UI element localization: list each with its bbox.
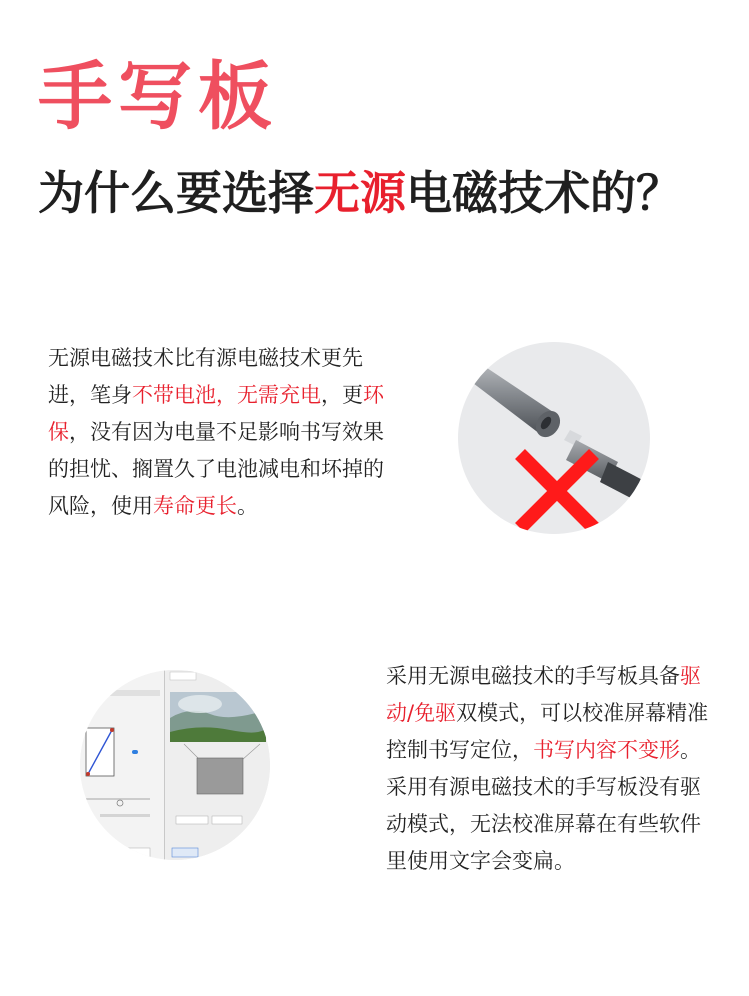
page-subtitle [38,166,682,220]
p2-highlight-no-distortion: 书写内容不变形 [533,738,680,762]
driver-mode-description [386,658,716,880]
pen-illustration [458,342,650,534]
p2-text-2: 双模式，可以校准屏幕精准控制书写定位， [386,701,709,762]
driver-settings-illustration [80,670,270,860]
p1-text-2: ，更 [321,383,363,407]
page-title: 手写板 [38,54,278,140]
subtitle-text-start: 为什么要选择 [38,166,314,220]
cross-icon [520,454,594,528]
p2-highlight-dual-mode: 驱动/免驱 [386,664,701,725]
p1-text-1: 无源电磁技术比有源电磁技术更先进，笔身 [48,346,363,407]
p2-text-3: 。采用有源电磁技术的手写板没有驱动模式，无法校准屏幕在有些软件里使用文字会变扁。 [386,738,701,873]
p1-text-3: ，没有因为电量不足影响书写效果的担忧、搁置久了电池减电和坏掉的风险，使用 [48,420,384,518]
p1-highlight-no-battery: 不带电池，无需充电 [132,383,321,407]
p1-highlight-eco: 环保 [48,383,384,444]
driver-settings-image [80,670,270,860]
passive-pen-description [48,340,388,525]
p2-text-1: 采用无源电磁技术的手写板具备 [386,664,680,688]
p1-text-4: 。 [237,494,258,518]
subtitle-highlight: 无源 [314,166,406,220]
p1-highlight-long-life: 寿命更长 [153,494,237,518]
subtitle-text-end: 电磁技术的？ [406,166,682,220]
pen-no-charge-image [458,342,650,534]
pen-body [458,352,565,442]
